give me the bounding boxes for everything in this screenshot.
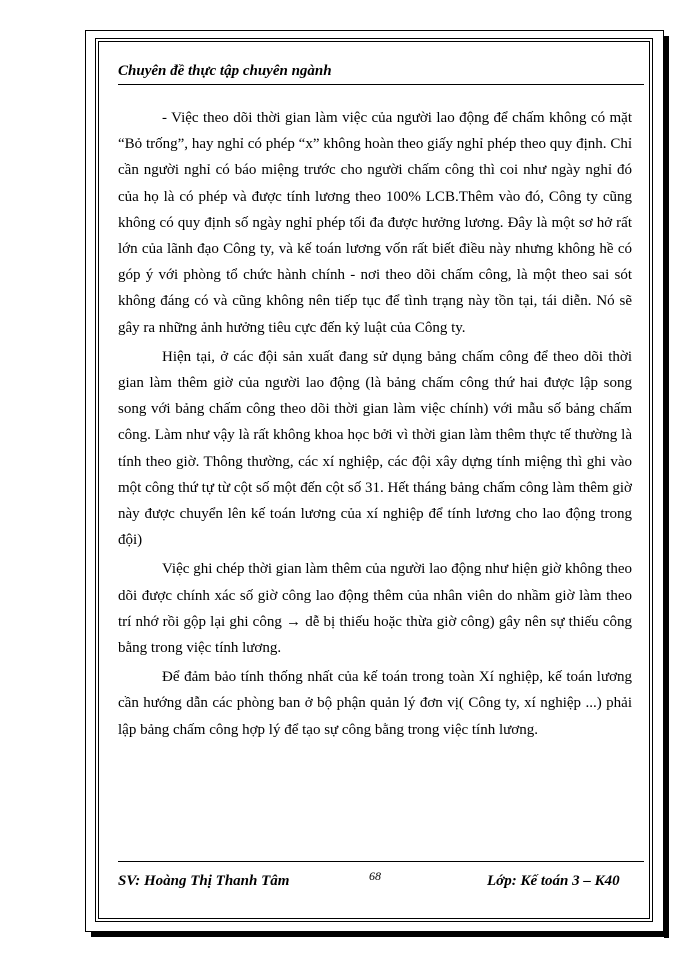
footer-student-name: SV: Hoàng Thị Thanh Tâm [118, 873, 290, 889]
footer-class: Lớp: Kế toán 3 – K40 [487, 873, 620, 889]
page-header-title: Chuyên đề thực tập chuyên ngành [118, 63, 332, 79]
page-number: 68 [369, 869, 381, 883]
document-body [118, 105, 632, 746]
page-border-shadow [664, 36, 669, 938]
body-paragraph: Để đảm bảo tính thống nhất của kế toán trong toàn Xí nghiệp, kế toán lương cần hướng dẫn các phòng ban ở bộ phận quản lý đơn vị( Công ty, xí nghiệp ...) phải lập bảng chấm công hợp lý để tạo sự công bằng trong việc tính lương. [118, 669, 632, 738]
body-paragraph: Việc ghi chép thời gian làm thêm của người lao động như hiện giờ không theo dõi được chính xác số giờ công lao động thêm của nhân viên do nhầm giờ làm theo trí nhớ rồi gộp lại ghi công → dễ bị thiếu hoặc thừa giờ công) gây nên sự thiếu công bằng trong việc tính lương. [118, 561, 632, 657]
body-paragraph: - Việc theo dõi thời gian làm việc của người lao động để chấm không có mặt “Bỏ trống”, hay nghỉ có phép “x” không hoàn theo giấy nghỉ phép theo quy định. Chỉ cần người nghỉ có báo miệng trước cho người chấm công thì coi như ngày nghỉ đó của họ là có phép và được tính lương theo 100% LCB.Thêm vào đó, Công ty cũng không có quy định số ngày nghỉ phép tối đa được hưởng lương. Đây là một sơ hở rất lớn của lãnh đạo Công ty, và kế toán lương vốn rất biết điều này nhưng không hề có góp ý với phòng tổ chức hành chính - nơi theo dõi chấm công, là một theo sai sót không đáng có và cũng không nên tiếp tục để tình trạng này tồn tại, tái diễn. Nó sẽ gây ra những ảnh hưởng tiêu cực đến kỷ luật của Công ty. [118, 110, 632, 336]
footer-divider [118, 861, 644, 862]
page-border-shadow [91, 932, 669, 937]
body-paragraph: Hiện tại, ở các đội sản xuất đang sử dụng bảng chấm công để theo dõi thời gian làm thêm giờ của người lao động (là bảng chấm công thứ hai được lập song song với bảng chấm công theo dõi thời gian làm việc chính) với mẫu số bảng chấm công. Làm như vậy là rất không khoa học bởi vì thời gian làm thêm thực tế thường là tính theo giờ. Thông thường, các xí nghiệp, các đội xây dựng tính miệng thì ghi vào một công thứ tự từ cột số một đến cột số 31. Hết tháng bảng chấm công làm thêm giờ này được chuyển lên kế toán lương của xí nghiệp để tính lương cho lao động trong đội) [118, 348, 632, 549]
header-divider [118, 84, 644, 85]
